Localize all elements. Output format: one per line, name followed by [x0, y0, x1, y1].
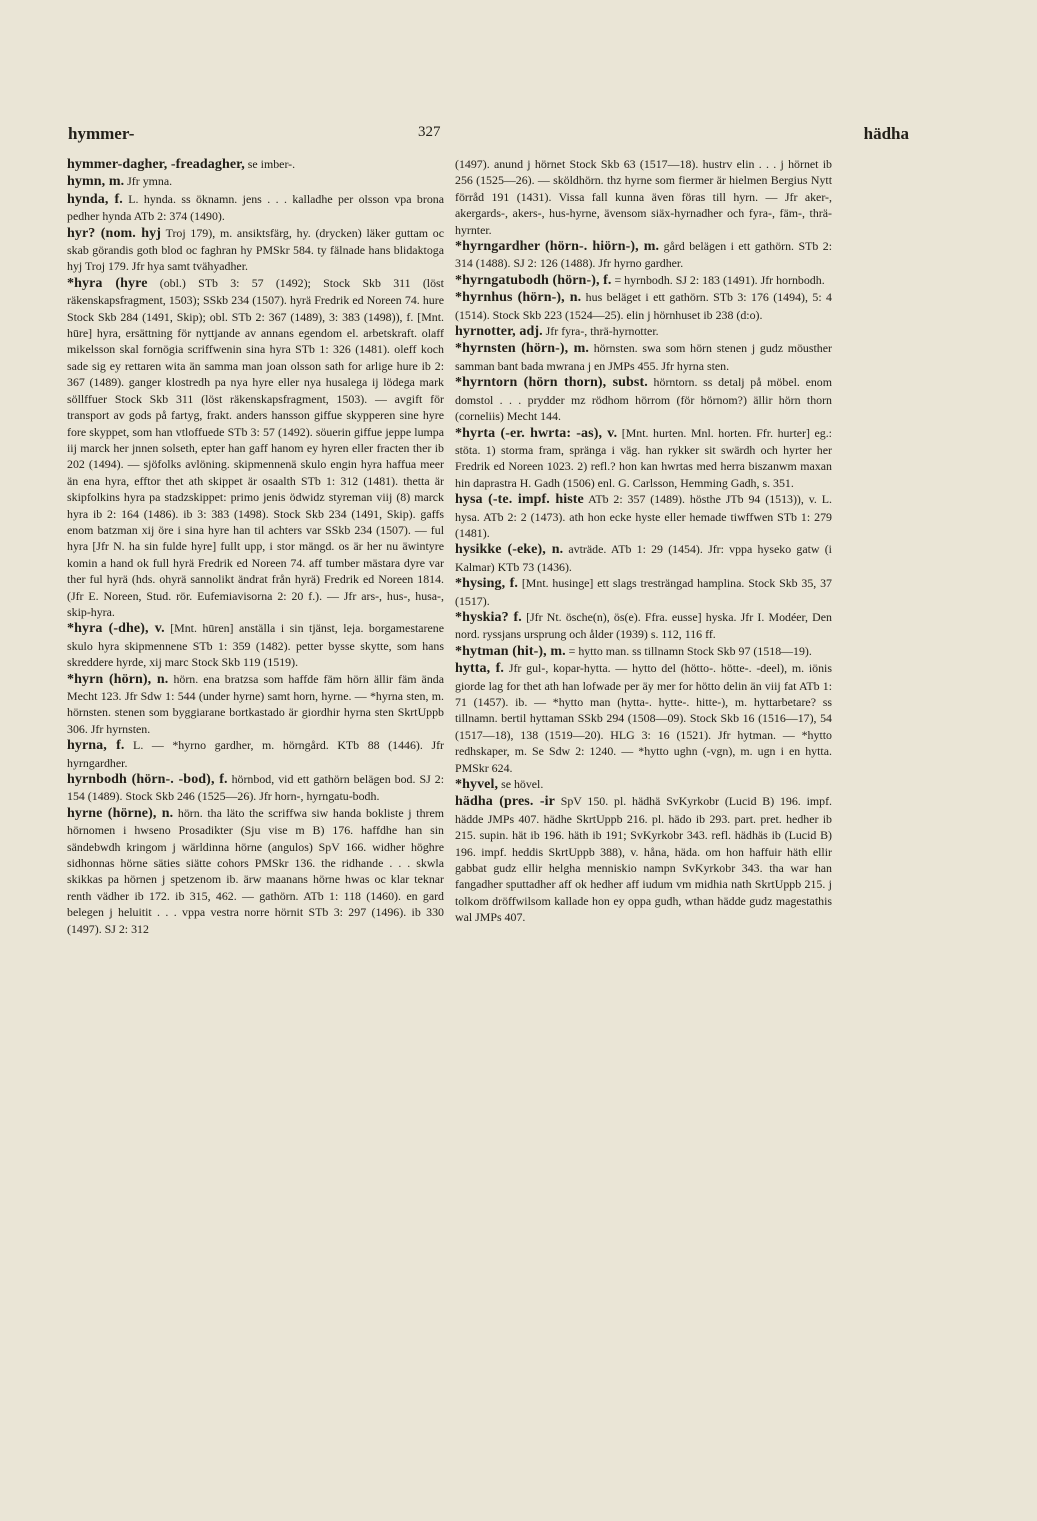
entry-headword: hymmer-dagher, -freadagher,: [67, 157, 245, 172]
right-column: [455, 156, 832, 926]
entry-text: gård belägen i ett gathörn. STb 2: 314 (1488). SJ 2: 126 (1488). Jfr hyrno gardher.: [455, 239, 832, 271]
dictionary-entry: [455, 643, 832, 660]
entry-text: hus beläget i ett gathörn. STb 3: 176 (1494), 5: 4 (1514). Stock Skb 223 (1524—25). elin j hörnhuset ib 238 (d:o).: [455, 290, 832, 322]
entry-headword: *hyrngatubodh (hörn-), f.: [455, 272, 612, 288]
entry-text: = hyrnbodh. SJ 2: 183 (1491). Jfr hornbodh.: [611, 272, 825, 287]
dictionary-entry: [455, 776, 832, 793]
entry-headword: hyrna, f.: [67, 738, 125, 754]
dictionary-entry: [67, 275, 444, 621]
entry-headword: *hyra (hyre: [67, 275, 148, 291]
entry-headword: *hyrta (-er. hwrta: -as), v.: [455, 425, 618, 441]
entry-headword: hyrnotter, adj.: [455, 324, 543, 340]
dictionary-entry: [67, 771, 444, 805]
entry-text: hörnsten. swa som hörn stenen j gudz möusther samman bant bada mwrana j en JMPs 455. Jfr hyrna sten.: [455, 341, 832, 373]
entry-text: (obl.) STb 3: 57 (1492); Stock Skb 311 (löst räkenskapsfragment, 1503); SSkb 234 (1507). hyrä Fredrik ed Noreen 74. hure Stock Skb 284 (1491, Skip); obl. STb 2: 367 (1489), 3: 383 (1498)), f. [Mnt. hūre] hyra, ersättning för nyttjande av annans egendom el. arbetskraft. olaff mikelsson skal fornögia scriffwenin sina hyra STb 1: 326 (1481). oleff koch sade sig ey rettaren wita än samma man joan olsson sath for arlige hure ib 2: 367 (1489). ganger klostredh pa nya hyre eller nya husalega ij lödega mark söllffuer Stock Skb 311 (löst räkenskapsfragment, 1503). — avgift för transport av gods på fartyg, frakt. anders hansson giffue skypperen sine hyre fore skyppet, som han vtloffuede STb 3: 57 (1492). söuerin giffue jeppe lumpa iij marck her jnnen solseth, epter han gaff hanom ey hyren eller fracten ther ib 202 (1494). — sjöfolks avlöning. skipmennenä skulo engin hyra haffua meer än ena hyra, efftor thet ath skippet är osaalth STb 1: 312 (1481). thetta är skipfolkins hyra pa stadzskippet: primo jenis ödwidz styreman viij (8) marck hyra ib 2: 164 (1486). ib 3: 383 (1498). Stock Skb 234 (1491, Skip). gaffs enom batzman xij öre i sina hyre han til achters var SSkb 234 (1507). — ful hyra [Jfr N. ha sin fulde hyre] fullt upp, i stor mängd. os är her nu äwintyre komin a hand ok full hyrä Fredrik ed Noreen 74. aff tumber mästara dyre var ther ful hyrä (hds. ohyrä sannolikt ändrat från hyrä) Fredrik ed Noreen 1814. (Jfr E. Noreen, Stud. rör. Eufemiavisorna 2: 20 f.). — Jfr ars-, hus-, husa-, skip-hyra.: [67, 275, 444, 619]
left-column: [67, 156, 444, 937]
entry-text: Jfr ymna.: [124, 174, 173, 189]
dictionary-entry: [455, 374, 832, 424]
page-number: 327: [418, 124, 441, 140]
entry-text: hörnbod, vid ett gathörn belägen bod. SJ 2: 154 (1489). Stock Skb 246 (1525—26). Jfr horn-, hyrngatu-bodh.: [67, 772, 444, 804]
dictionary-entry: [67, 156, 444, 173]
entry-text: (1497). anund j hörnet Stock Skb 63 (1517—18). hustrv elin . . . j hörnet ib 256 (1525—26). — sköldhörn. thz hyrne som fiermer är hielmen Bergius Nytt förråd 191 (1431). Vissa fall kunna även föras till hyrn. — Jfr aker-, akergards-, akers-, hus-hyrne, ävensom siäx-hyrnadher och fyra-, fäm-, thrä-hyrnter.: [455, 157, 832, 237]
entry-text: Jfr fyra-, thrä-hyrnotter.: [542, 324, 659, 339]
entry-headword: hyr? (nom. hyj: [67, 225, 162, 241]
dictionary-entry: [455, 272, 832, 289]
entry-text: hörntorn. ss detalj på möbel. enom domstol . . . prydder mz rödhom hörrom (för hörnom?) ällir hörn thorn (corneliis) Mecht 144.: [455, 375, 832, 424]
header-left-word: hymmer-: [68, 124, 135, 143]
dictionary-entry: [455, 660, 832, 776]
entry-text: hörn. tha läto the scriffwa siw handa bokliste j threm hörnomen i hwseno Prosadikter (Sju vise m B) 176. haffdhe han sin sändebwdh kringom j wärldinna hörne (angulos) SpV 166. widher höghre sidhonnas hörne säties siätte cohors PMSkr 136. the ridhande . . . skwla skikkas pa hörnen j spetzenom ib. ärw maanans hörne hwas oc klar teknar renth vädher ib 172. ib 315, 462. — gathörn. ATb 1: 118 (1460). en gard belegen j heluitit . . . vppa vestra norre hörnit STb 3: 297 (1496). ib 330 (1497). SJ 2: 312: [67, 805, 445, 936]
header-right-word: hädha: [863, 124, 909, 143]
dictionary-entry: [67, 191, 444, 225]
entry-text: [Mnt. husinge] ett slags tresträngad hamplina. Stock Skb 35, 37 (1517).: [455, 576, 832, 608]
entry-headword: *hyrnhus (hörn-), n.: [455, 290, 582, 306]
entry-text: [Mnt. hūren] anställa i sin tjänst, leja. borgamestarene skulo hyra skipmennene STb 1: 359 (1482). petter bysse skytte, som hans skreddere hyrde, xij marc Stock Skb 119 (1519).: [67, 621, 444, 670]
dictionary-entry: [455, 793, 832, 925]
dictionary-entry: [67, 671, 444, 738]
dictionary-entry: [67, 620, 444, 670]
dictionary-entry: [67, 173, 444, 190]
entry-headword: hytta, f.: [455, 661, 505, 677]
entry-headword: *hyra (-dhe), v.: [67, 621, 165, 637]
entry-headword: *hyrn (hörn), n.: [67, 671, 169, 687]
dictionary-entry: [455, 491, 832, 541]
entry-text: Troj 179), m. ansiktsfärg, hy. (drycken) läker guttam oc skab görandis goth blod oc faghran hy PMSkr 584. ty fälnade hans blidaktoga hyj Troj 179. Jfr hya samt tvähyadher.: [67, 225, 444, 274]
dictionary-entry: [455, 238, 832, 272]
entry-headword: hyrne (hörne), n.: [67, 805, 174, 821]
entry-text: ATb 2: 357 (1489). hösthe JTb 94 (1513)), v. L. hysa. ATb 2: 2 (1473). ath hon ecke hyste eller hemade tiwffwen STb 1: 279 (1481).: [455, 492, 832, 540]
dictionary-entry: [455, 289, 832, 323]
entry-headword: hysa (-te. impf. histe: [455, 492, 584, 508]
entry-headword: hädha (pres. -ir: [455, 794, 555, 810]
running-header: [68, 124, 909, 148]
entry-headword: *hyrngardher (hörn-. hiörn-), m.: [455, 239, 660, 255]
entry-text: [Mnt. hurten. Mnl. horten. Ffr. hurter] eg.: stöta. 1) storma fram, spränga i väg. han rykker sit swärdh och hyrter her Fredrik ed Noreen 1023. 2) refl.? hon kan hwrtas med herra biszanwm maxan hin daprastra H. Gadh (1506) enl. G. Carlsson, Hemming Gadh, s. 351.: [455, 425, 832, 490]
entry-text: se imber-.: [244, 157, 296, 171]
entry-headword: *hyvel,: [455, 777, 499, 793]
entry-text: [Jfr Nt. ösche(n), ös(e). Ffra. eusse] hyska. Jfr I. Modéer, Den nord. ryssjans ursprung och ålder (1939) s. 112, 116 ff.: [455, 609, 832, 642]
dictionary-entry: [455, 425, 832, 492]
dictionary-entry: [455, 609, 832, 643]
entry-text: se hövel.: [498, 777, 544, 792]
entry-headword: hysikke (-eke), n.: [455, 542, 564, 558]
dictionary-entry: [455, 156, 832, 238]
entry-text: L. hynda. ss öknamn. jens . . . kalladhe per olsson vpa brona pedher hynda ATb 2: 374 (1490).: [67, 191, 445, 224]
entry-text: avträde. ATb 1: 29 (1454). Jfr: vppa hyseko gatw (i Kalmar) KTb 73 (1436).: [455, 542, 832, 574]
entry-text: SpV 150. pl. hädhä SvKyrkobr (Lucid B) 196. impf. hädde JMPs 407. hädhe SkrtUppb 216. pl. hädo ib 293. part. pret. hedher ib 215. supin. hät ib 196. häth ib 191; SvKyrkobr 343. refl. hädhäs ib (Lucid B) 196. impf. heddis SkrtUppb 388), v. håna, häda. om hon haffuir häth ellir gabbat gudz ellir helgha menniskio nampn SvKyrkobr 343. tha war han fangadher sputtadher aff ok hedher aff iudum vm midhia nath SkrtUppb 215. j tolkom dröffwilsom kallade hon ey oppa gudh, wthan hädde gudz magestathis wal JMPs 407.: [455, 794, 832, 925]
dictionary-entry: [455, 340, 832, 374]
entry-headword: *hyrnsten (hörn-), m.: [455, 341, 589, 357]
entry-headword: *hyskia? f.: [455, 609, 522, 625]
entry-headword: hymn, m.: [67, 174, 125, 190]
entry-headword: hyrnbodh (hörn-. -bod), f.: [67, 772, 228, 788]
dictionary-entry: [67, 225, 444, 275]
entry-headword: hynda, f.: [67, 191, 123, 207]
dictionary-entry: [67, 805, 444, 937]
entry-headword: *hysing, f.: [455, 576, 519, 592]
entry-text: L. — *hyrno gardher, m. hörngård. KTb 88 (1446). Jfr hyrngardher.: [67, 738, 444, 770]
dictionary-entry: [67, 737, 444, 771]
entry-text: hörn. ena bratzsa som haffde fäm hörn ällir fäm ända Mecht 123. Jfr Sdw 1: 544 (under hyrne) samt horn, hyrne. — *hyrna sten, m. hörnsten. stenen som byggiarane bortkastado är giordhir hyrna sten SkrtUppb 306. Jfr hyrnsten.: [67, 671, 444, 736]
dictionary-entry: [455, 323, 832, 340]
entry-text: = hytto man. ss tillnamn Stock Skb 97 (1518—19).: [565, 643, 812, 658]
entry-headword: *hytman (hit-), m.: [455, 643, 566, 659]
entry-text: Jfr gul-, kopar-hytta. — hytto del (hötto-. hötte-. -deel), m. iönis giorde lag for thet ath han lofwade per äy mer for hötto delin än viij fat ATb 1: 71 (1457). ib. — *hytto man (hytta-. hytte-. hitte-), m. hyttarbetare? ss tillnamn. bertil hyttaman SSkb 294 (1508—09). Stock Skb 16 (1516—17), 54 (1517—18), 138 (1519—20). HLG 3: 16 (1521). Jfr hytman. — *hytto redhskaper, m. Se Sdw 2: 1240. — *hytto ughn (-vgn), m. ugn i en hytta. PMSkr 624.: [455, 661, 832, 775]
dictionary-entry: [455, 541, 832, 575]
dictionary-entry: [455, 575, 832, 609]
entry-headword: *hyrntorn (hörn thorn), subst.: [455, 375, 648, 391]
